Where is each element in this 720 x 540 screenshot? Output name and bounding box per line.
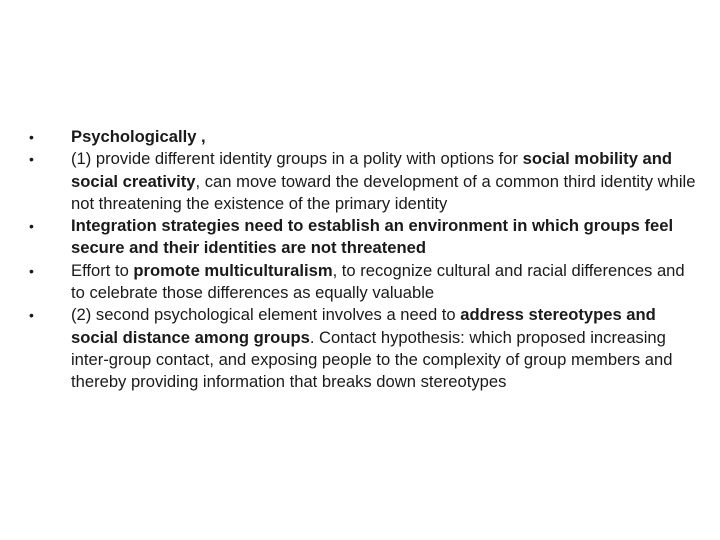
bullet-item-multiculturalism xyxy=(28,260,696,305)
bullet-5-text-b: . Contact hypothesis: which proposed increasing inter-group contact, and exposing people to the complexity of group members and thereby providing information that breaks down stereotypes xyxy=(71,327,673,392)
bullet-2-text-a: (1) provide different identity groups in a polity with options for xyxy=(71,149,523,169)
bullet-4-text-b: , to recognize cultural and racial differences and to celebrate those differences as equally valuable xyxy=(71,260,685,303)
bullet-item-identity-groups xyxy=(28,148,696,215)
bullet-2-text-bold: social mobility and social creativity xyxy=(71,149,673,191)
bullet-5-text-a: (2) second psychological element involves a need to xyxy=(71,305,461,325)
bullet-item-stereotypes xyxy=(28,304,696,393)
bullet-3-text: Integration strategies need to establish an environment in which groups feel secure and their identities are not threatened xyxy=(71,216,674,258)
bullet-list xyxy=(28,126,696,394)
bullet-4-text-bold: promote multiculturalism xyxy=(133,260,333,280)
bullet-4-text-a: Effort to xyxy=(71,260,134,280)
bullet-5-text-bold: address stereotypes and social distance among groups xyxy=(71,305,656,347)
bullet-item-integration-strategies xyxy=(28,215,696,260)
bullet-item-psychologically xyxy=(28,126,696,148)
bullet-2-text-b: , can move toward the development of a common third identity while not threatening the existence of the primary identity xyxy=(71,171,696,213)
bullet-1-text: Psychologically , xyxy=(71,127,206,146)
